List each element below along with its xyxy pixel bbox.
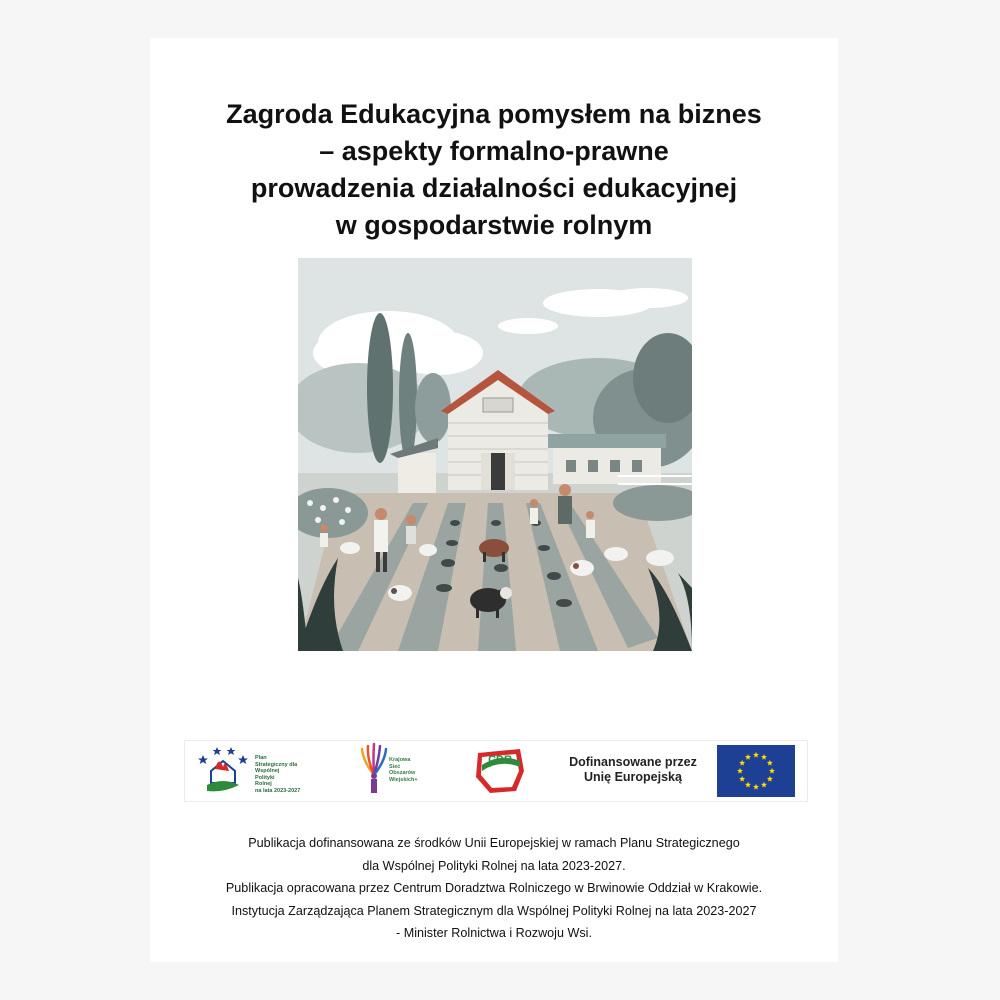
- title-line: – aspekty formalno-prawne: [319, 136, 669, 166]
- cdr-logo-text: CDR: [488, 754, 512, 766]
- document-page: [150, 38, 838, 962]
- ksow-logo: [357, 741, 467, 801]
- cdr-logo: [470, 741, 530, 801]
- eu-funding-logo: [557, 741, 803, 801]
- footer-line: - Minister Rolnictwa i Rozwoju Wsi.: [396, 926, 592, 941]
- title-line: prowadzenia działalności edukacyjnej: [250, 173, 738, 203]
- footer-line: Instytucja Zarządzająca Planem Strategicznym dla Wspólnej Polityki Rolnej na lata 2023-2027: [231, 903, 757, 918]
- eu-caption: [557, 755, 709, 785]
- title-line: w gospodarstwie rolnym: [335, 210, 653, 240]
- footer-line: Publikacja dofinansowana ze środków Unii Europejskiej w ramach Planu Strategicznego: [248, 836, 740, 850]
- eu-caption-line: Dofinansowane przez: [569, 755, 697, 769]
- psp-logo: [193, 741, 333, 801]
- eu-flag-icon: [717, 745, 795, 797]
- title-line: Zagroda Edukacyjna pomysłem na biznes: [226, 99, 762, 129]
- farm-illustration: [298, 258, 692, 651]
- footer-line: dla Wspólnej Polityki Rolnej na lata 2023-2027.: [362, 858, 626, 873]
- partner-logos: [184, 740, 808, 802]
- eu-caption-line: Unię Europejską: [584, 770, 682, 784]
- document-title: [150, 96, 838, 244]
- psp-logo-text: Plan Strategiczny dla Wspólnej Polityki Rolnej na lata 2023-2027: [255, 755, 301, 794]
- psp-emblem-icon: [193, 741, 253, 801]
- footer-line: Publikacja opracowana przez Centrum Doradztwa Rolniczego w Brwinowie Oddział w Krakowie.: [225, 881, 763, 896]
- publication-footer: [150, 832, 838, 945]
- ksow-flower-icon: [357, 741, 391, 801]
- ksow-logo-text: Krajowa Sieć Obszarów Wiejskich+: [389, 757, 418, 783]
- cdr-logo-icon: [470, 741, 530, 801]
